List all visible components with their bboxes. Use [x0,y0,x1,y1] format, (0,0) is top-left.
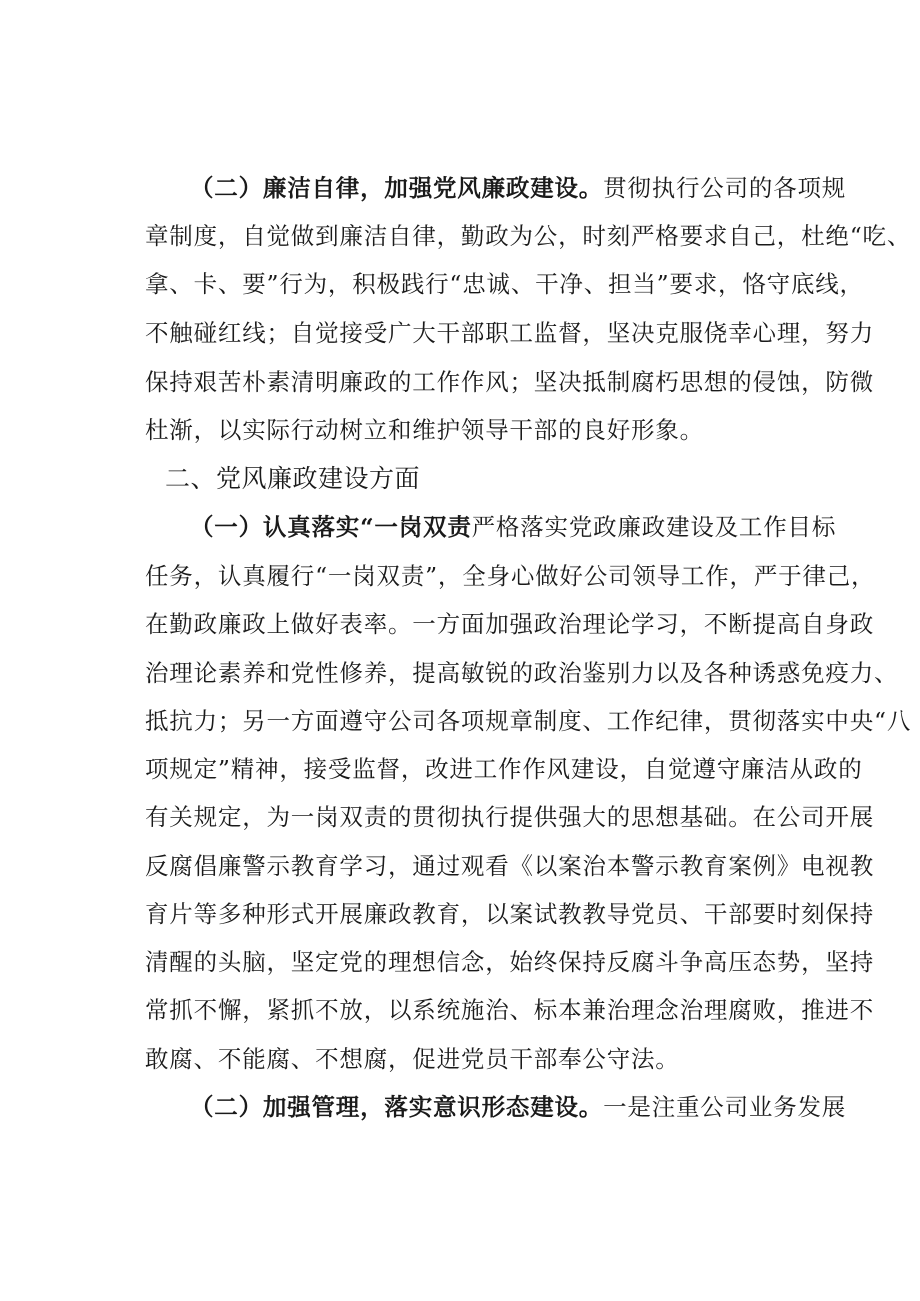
paragraph-line: 育片等多种形式开展廉政教育，以案试教教导党员、干部要时刻保持 [145,900,874,928]
item-heading: （二）加强管理，落实意识形态建设。 [190,1093,604,1121]
paragraph-line: 拿、卡、要”行为，积极践行“忠诚、干净、担当”要求，恪守底线， [145,270,864,298]
paragraph-line [190,512,837,542]
paragraph-line: 杜渐，以实际行动树立和维护领导干部的良好形象。 [145,416,704,444]
paragraph-line: 抵抗力；另一方面遵守公司各项规章制度、工作纪律，贯彻落实中央“八 [145,707,912,735]
paragraph-line: 不触碰红线；自觉接受广大干部职工监督，坚决克服侥幸心理，努力 [145,319,874,347]
paragraph-line: 反腐倡廉警示教育学习，通过观看《以案治本警示教育案例》电视教 [145,852,874,880]
paragraph-text: 贯彻执行公司的各项规 [603,174,847,202]
paragraph-line: 敢腐、不能腐、不想腐，促进党员干部奉公守法。 [145,1045,680,1073]
paragraph-line: 治理论素养和党性修养，提高敏锐的政治鉴别力以及各种诱惑免疫力、 [145,659,899,687]
paragraph-line: 清醒的头脑，坚定党的理想信念，始终保持反腐斗争高压态势，坚持 [145,948,874,976]
paragraph-text: 严格落实党政廉政建设及工作目标 [471,513,837,541]
paragraph-line: 常抓不懈，紧抓不放，以系统施治、标本兼治理念治理腐败，推进不 [145,996,874,1024]
section-heading: 二、党风廉政建设方面 [165,464,421,493]
paragraph-line: 保持艰苦朴素清明廉政的工作作风；坚决抵制腐朽思想的侵蚀，防微 [145,368,874,396]
item-heading: （一）认真落实“一岗双责 [190,513,472,541]
item-heading: （二）廉洁自律，加强党风廉政建设。 [190,174,604,202]
paragraph-line: 项规定”精神，接受监督，改进工作作风建设，自觉遵守廉洁从政的 [145,755,863,783]
paragraph-line: 任务，认真履行“一岗双责”，全身心做好公司领导工作，严于律己， [145,562,876,590]
paragraph-text: 一是注重公司业务发展 [603,1093,847,1121]
paragraph-line: 在勤政廉政上做好表率。一方面加强政治理论学习，不断提高自身政 [145,610,874,638]
paragraph-line: 章制度，自觉做到廉洁自律，勤政为公，时刻严格要求自己，杜绝“吃、 [145,222,912,250]
paragraph-line: 有关规定，为一岗双责的贯彻执行提供强大的思想基础。在公司开展 [145,803,874,831]
paragraph-line [190,173,847,203]
paragraph-line [190,1092,847,1122]
